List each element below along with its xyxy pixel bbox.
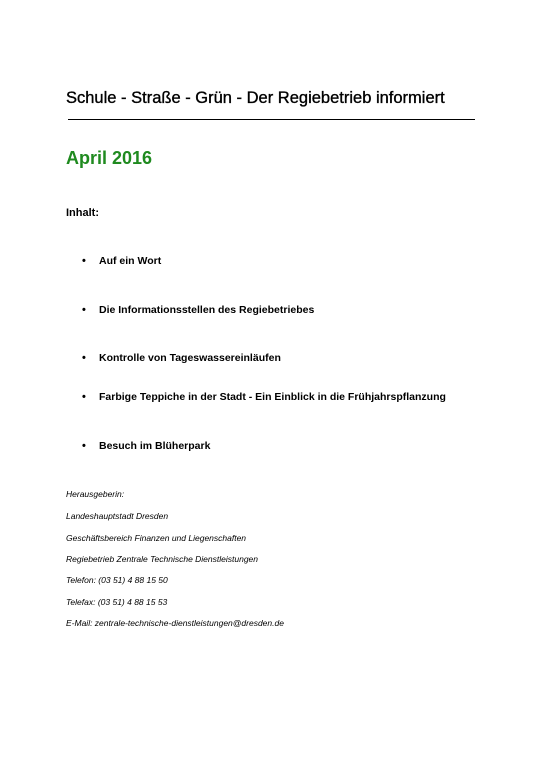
- bullet-icon: •: [82, 391, 86, 403]
- contents-item: [82, 304, 314, 316]
- bullet-icon: •: [82, 304, 86, 316]
- bullet-icon: •: [82, 352, 86, 364]
- publisher-unit: Regiebetrieb Zentrale Technische Dienstleistungen: [66, 554, 258, 564]
- publisher-department: Geschäftsbereich Finanzen und Liegenschaften: [66, 533, 247, 543]
- contents-item-label: Farbige Teppiche in der Stadt - Ein Einblick in die Frühjahrspflanzung: [99, 391, 446, 403]
- issue-date: April 2016: [66, 148, 153, 168]
- publisher-phone: Telefon: (03 51) 4 88 15 50: [66, 575, 168, 585]
- bullet-icon: •: [82, 255, 86, 267]
- bullet-icon: •: [82, 440, 86, 452]
- contents-item: [82, 255, 161, 267]
- publisher-fax: Telefax: (03 51) 4 88 15 53: [66, 597, 168, 607]
- publisher-city: Landeshauptstadt Dresden: [66, 511, 169, 521]
- publisher-email: E-Mail: zentrale-technische-dienstleistungen@dresden.de: [66, 618, 284, 628]
- contents-item: [82, 352, 281, 364]
- newsletter-title: Schule - Straße - Grün - Der Regiebetrieb informiert: [66, 89, 445, 107]
- contents-heading: Inhalt:: [66, 207, 99, 219]
- title-divider: [68, 119, 475, 120]
- contents-item: [82, 391, 446, 403]
- contents-item: [82, 440, 210, 452]
- contents-item-label: Kontrolle von Tageswassereinläufen: [99, 352, 281, 364]
- contents-item-label: Auf ein Wort: [99, 255, 162, 267]
- contents-item-label: Besuch im Blüherpark: [99, 440, 211, 452]
- contents-item-label: Die Informationsstellen des Regiebetriebes: [99, 304, 315, 316]
- publisher-heading: Herausgeberin:: [66, 489, 125, 499]
